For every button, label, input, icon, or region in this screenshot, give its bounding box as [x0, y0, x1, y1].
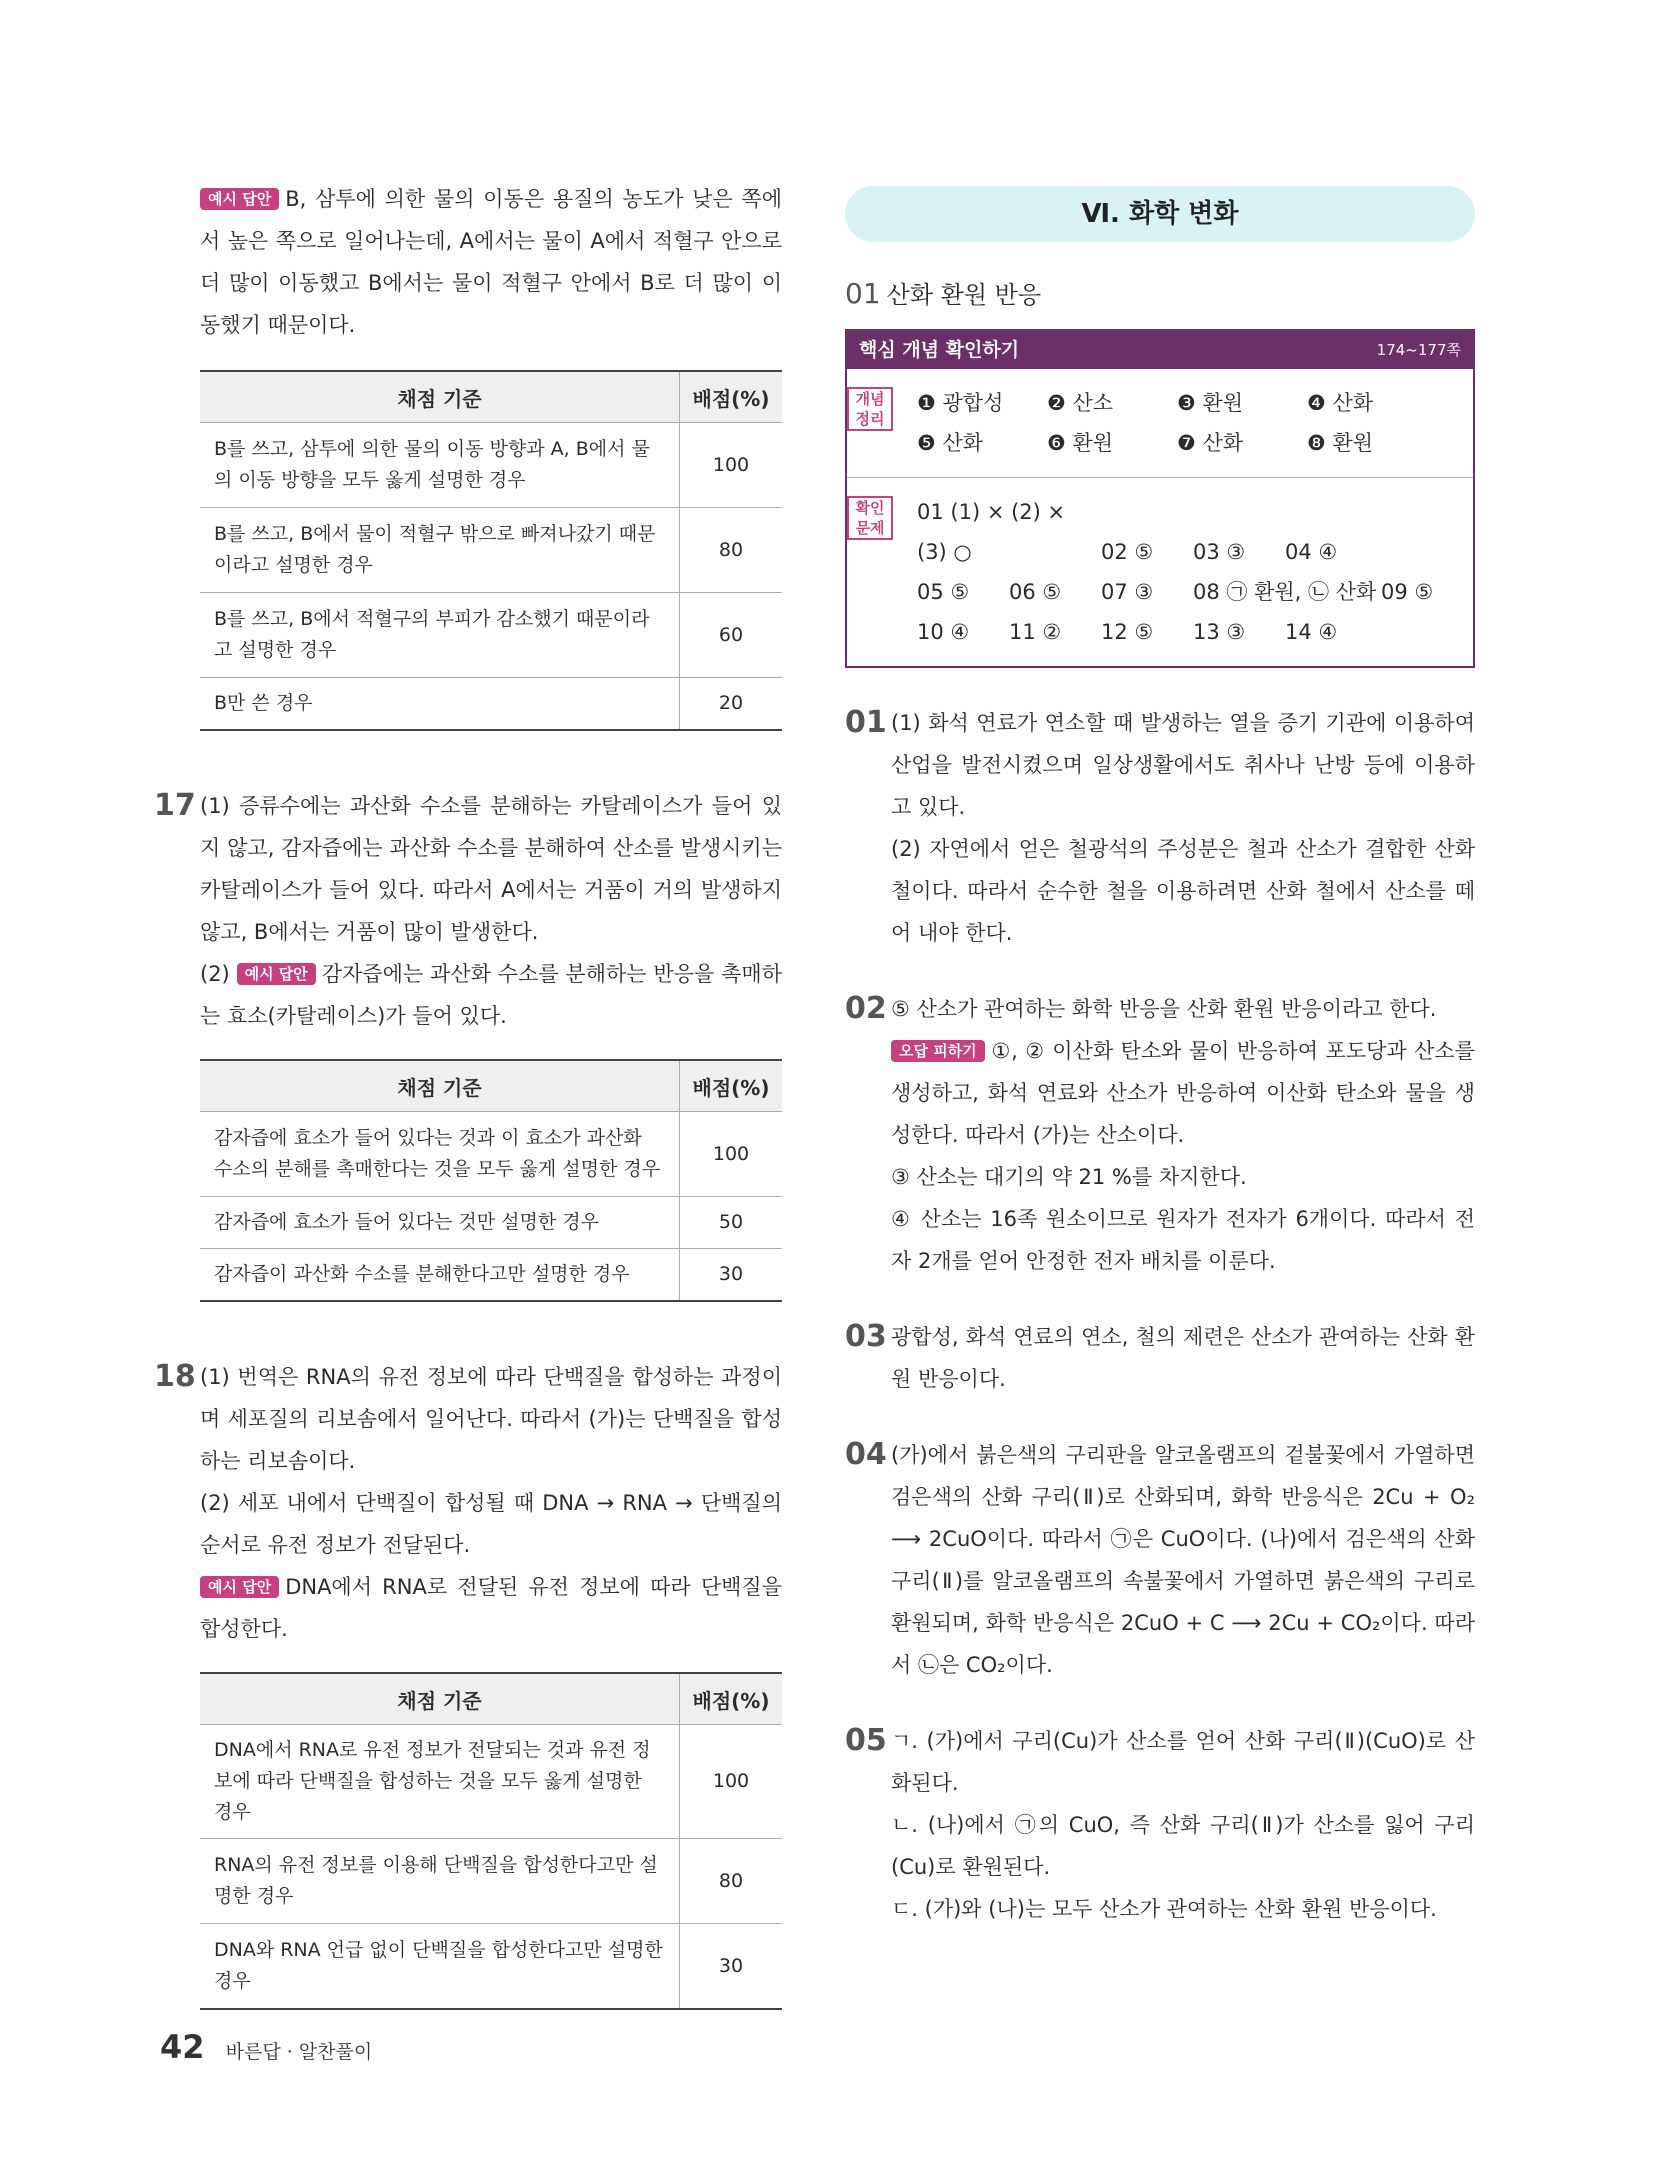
- criteria-header: 채점 기준: [200, 371, 680, 423]
- page-range: 174~177쪽: [1376, 341, 1461, 359]
- answer-part: (2) 자연에서 얻은 철광석의 주성분은 철과 산소가 결합한 산화 철이다. 따라서 순수한 철을 이용하려면 산화 철에서 산소를 떼어 내야 한다.: [891, 837, 1475, 945]
- list-item: ❺ 산화: [917, 431, 984, 455]
- box-header: [847, 331, 1473, 369]
- book-title: 바른답 · 알찬풀이: [225, 2041, 373, 2063]
- check-problems-row: [847, 477, 1473, 666]
- criteria-cell: B를 쓰고, B에서 적혈구의 부피가 감소했기 때문이라고 설명한 경우: [200, 593, 680, 678]
- score-header: 배점(%): [680, 1673, 783, 1725]
- criteria-cell: B만 쓴 경우: [200, 678, 680, 731]
- score-cell: 80: [680, 508, 783, 593]
- list-item: ❹ 산화: [1307, 391, 1374, 415]
- answer-part: (1) 화석 연료가 연소할 때 발생하는 열을 증기 기관에 이용하여 산업을 발전시켰으며 일상생활에서도 취사나 난방 등에 이용하고 있다.: [891, 711, 1475, 819]
- question-number: 01: [845, 705, 887, 740]
- question-number: 03: [845, 1319, 887, 1354]
- table-header: [200, 1673, 782, 1725]
- answer-part: 광합성, 화석 연료의 연소, 철의 제련은 산소가 관여하는 산화 환원 반응이다.: [891, 1325, 1475, 1391]
- criteria-header: 채점 기준: [200, 1060, 680, 1112]
- answer-02: [845, 988, 1475, 1282]
- answer-part: ④ 산소는 16족 원소이므로 원자가 전자가 6개이다. 따라서 전자 2개를 얻어 안정한 전자 배치를 이룬다.: [891, 1207, 1475, 1273]
- question-number: 17: [154, 788, 196, 823]
- criteria-cell: B를 쓰고, 삼투에 의한 물의 이동 방향과 A, B에서 물의 이동 방향을 모두 옳게 설명한 경우: [200, 423, 680, 508]
- check-problems-tag: 확인 문제: [847, 496, 893, 540]
- score-cell: 80: [680, 1839, 783, 1924]
- question-18: [154, 1356, 782, 1650]
- table-row: [200, 1112, 782, 1197]
- list-item: 05 ⑤: [917, 580, 970, 604]
- list-item: 01 (1) × (2) × (3) ○: [917, 500, 1066, 564]
- score-cell: 20: [680, 678, 783, 731]
- q18-answer: [200, 1566, 782, 1650]
- criteria-cell: 감자즙에 효소가 들어 있다는 것만 설명한 경우: [200, 1197, 680, 1249]
- table-row: [200, 678, 782, 731]
- list-item: 14 ④: [1285, 620, 1338, 644]
- answer-03: [845, 1316, 1475, 1400]
- unit-number: 01: [845, 277, 881, 310]
- list-item: 03 ③: [1193, 540, 1246, 564]
- concept-list: [917, 383, 1473, 463]
- box-title: 핵심 개념 확인하기: [859, 339, 1020, 361]
- scoring-table-17: [200, 1059, 782, 1302]
- list-item: ❽ 환원: [1307, 431, 1374, 455]
- q17-part2: [200, 953, 782, 1037]
- criteria-cell: B를 쓰고, B에서 물이 적혈구 밖으로 빠져나갔기 때문이라고 설명한 경우: [200, 508, 680, 593]
- criteria-cell: DNA와 RNA 언급 없이 단백질을 합성한다고만 설명한 경우: [200, 1924, 680, 2010]
- list-item: ❷ 산소: [1047, 391, 1114, 415]
- list-item: 12 ⑤: [1101, 620, 1154, 644]
- question-number: 02: [845, 991, 887, 1026]
- question-number: 04: [845, 1437, 887, 1472]
- answer-part: ㄱ. (가)에서 구리(Cu)가 산소를 얻어 산화 구리(Ⅱ)(CuO)로 산화된다.: [891, 1729, 1475, 1795]
- table-row: [200, 1725, 782, 1839]
- example-answer-badge: 예시 답안: [200, 188, 279, 210]
- answer-part: ⑤ 산소가 관여하는 화학 반응을 산화 환원 반응이라고 한다.: [891, 997, 1437, 1021]
- q16-answer-text: B, 삼투에 의한 물의 이동은 용질의 농도가 낮은 쪽에서 높은 쪽으로 일어나는데, A에서는 물이 A에서 적혈구 안으로 더 많이 이동했고 B에서는 물이 적혈구 안에서 B로 더 많이 이동했기 때문이다.: [200, 187, 782, 337]
- page-footer: [160, 2028, 372, 2066]
- list-item: 09 ⑤: [1381, 580, 1434, 604]
- list-item: 07 ③: [1101, 580, 1154, 604]
- score-cell: 100: [680, 423, 783, 508]
- question-17: [154, 785, 782, 1037]
- table-header: [200, 1060, 782, 1112]
- criteria-header: 채점 기준: [200, 1673, 680, 1725]
- criteria-cell: 감자즙에 효소가 들어 있다는 것과 이 효소가 과산화 수소의 분해를 촉매한다는 것을 모두 옳게 설명한 경우: [200, 1112, 680, 1197]
- score-header: 배점(%): [680, 1060, 783, 1112]
- answer-05: [845, 1720, 1475, 1930]
- score-cell: 50: [680, 1197, 783, 1249]
- score-cell: 30: [680, 1924, 783, 2010]
- answer-01: [845, 702, 1475, 954]
- answer-04: [845, 1434, 1475, 1686]
- example-answer-badge: 예시 답안: [237, 963, 316, 985]
- scoring-table-18: [200, 1672, 782, 2010]
- table-row: [200, 1924, 782, 2010]
- list-item: ❸ 환원: [1177, 391, 1244, 415]
- answer-part: ㄴ. (나)에서 ㉠의 CuO, 즉 산화 구리(Ⅱ)가 산소를 잃어 구리(Cu)로 환원된다.: [891, 1813, 1475, 1879]
- list-item: ❶ 광합성: [917, 391, 1004, 415]
- unit-title: [845, 274, 1475, 315]
- score-header: 배점(%): [680, 371, 783, 423]
- answer-part: (가)에서 붉은색의 구리판을 알코올램프의 겉불꽃에서 가열하면 검은색의 산화 구리(Ⅱ)로 산화되며, 화학 반응식은 2Cu + O₂ ⟶ 2CuO이다. 따라서 ㉠은 CuO이다. (나)에서 검은색의 산화 구리(Ⅱ)를 알코올램프의 속불꽃에서 가열하면 붉은색의 구리로 환원되며, 화학 반응식은 2CuO + C ⟶ 2Cu + CO₂이다. 따라서 ㉡은 CO₂이다.: [891, 1443, 1475, 1677]
- q18-part1: (1) 번역은 RNA의 유전 정보에 따라 단백질을 합성하는 과정이며 세포질의 리보솜에서 일어난다. 따라서 (가)는 단백질을 합성하는 리보솜이다.: [200, 1365, 782, 1473]
- right-column: [845, 186, 1475, 1930]
- score-cell: 30: [680, 1249, 783, 1302]
- table-row: [200, 1839, 782, 1924]
- table-row: [200, 508, 782, 593]
- right-answers: [845, 702, 1475, 1930]
- table-row: [200, 423, 782, 508]
- table-row: [200, 593, 782, 678]
- score-cell: 60: [680, 593, 783, 678]
- q18-answer-text: DNA에서 RNA로 전달된 유전 정보에 따라 단백질을 합성한다.: [200, 1575, 782, 1641]
- left-column: [154, 178, 782, 2010]
- list-item: 08 ㉠ 환원, ㉡ 산화: [1193, 580, 1377, 604]
- criteria-cell: DNA에서 RNA로 유전 정보가 전달되는 것과 유전 정보에 따라 단백질을 합성하는 것을 모두 옳게 설명한 경우: [200, 1725, 680, 1839]
- scoring-table-16: [200, 370, 782, 731]
- concept-summary-row: [847, 369, 1473, 477]
- question-number: 18: [154, 1359, 196, 1394]
- question-number: 05: [845, 1723, 887, 1758]
- list-item: 10 ④: [917, 620, 970, 644]
- answer-part: ㄷ. (가)와 (나)는 모두 산소가 관여하는 산화 환원 반응이다.: [891, 1897, 1437, 1921]
- answer-part: ③ 산소는 대기의 약 21 %를 차지한다.: [891, 1165, 1247, 1189]
- list-item: ❻ 환원: [1047, 431, 1114, 455]
- example-answer-badge: 예시 답안: [200, 1576, 279, 1598]
- table-row: [200, 1249, 782, 1302]
- list-item: 06 ⑤: [1009, 580, 1062, 604]
- answer-text: ①, ② 이산화 탄소와 물이 반응하여 포도당과 산소를 생성하고, 화석 연료와 산소가 반응하여 이산화 탄소와 물을 생성한다. 따라서 (가)는 산소이다.: [891, 1039, 1475, 1147]
- list-item: 11 ②: [1009, 620, 1062, 644]
- list-item: 02 ⑤: [1101, 540, 1154, 564]
- score-cell: 100: [680, 1725, 783, 1839]
- q17-answer-text: 감자즙에는 과산화 수소를 분해하는 반응을 촉매하는 효소(카탈레이스)가 들어 있다.: [200, 962, 782, 1028]
- criteria-cell: 감자즙이 과산화 수소를 분해한다고만 설명한 경우: [200, 1249, 680, 1302]
- section-title: Ⅵ. 화학 변화: [845, 186, 1475, 242]
- key-concept-box: [845, 329, 1475, 668]
- table-header: [200, 371, 782, 423]
- answer-list: [917, 492, 1473, 652]
- table-row: [200, 1197, 782, 1249]
- q18-part2: (2) 세포 내에서 단백질이 합성될 때 DNA → RNA → 단백질의 순서로 유전 정보가 전달된다.: [200, 1491, 782, 1557]
- list-item: ❼ 산화: [1177, 431, 1244, 455]
- page-number: 42: [160, 2028, 205, 2066]
- part-prefix: (2): [200, 962, 230, 986]
- unit-title-text: 산화 환원 반응: [886, 281, 1042, 309]
- criteria-cell: RNA의 유전 정보를 이용해 단백질을 합성한다고만 설명한 경우: [200, 1839, 680, 1924]
- list-item: 04 ④: [1285, 540, 1338, 564]
- avoid-wrong-answer-badge: 오답 피하기: [891, 1040, 985, 1062]
- list-item: 13 ③: [1193, 620, 1246, 644]
- score-cell: 100: [680, 1112, 783, 1197]
- concept-summary-tag: 개념 정리: [847, 387, 893, 431]
- q17-part1: (1) 증류수에는 과산화 수소를 분해하는 카탈레이스가 들어 있지 않고, 감자즙에는 과산화 수소를 분해하여 산소를 발생시키는 카탈레이스가 들어 있다. 따라서 A에서는 거품이 거의 발생하지 않고, B에서는 거품이 많이 발생한다.: [200, 794, 782, 944]
- q16-answer: [200, 178, 782, 346]
- answer-part: [891, 1030, 1475, 1156]
